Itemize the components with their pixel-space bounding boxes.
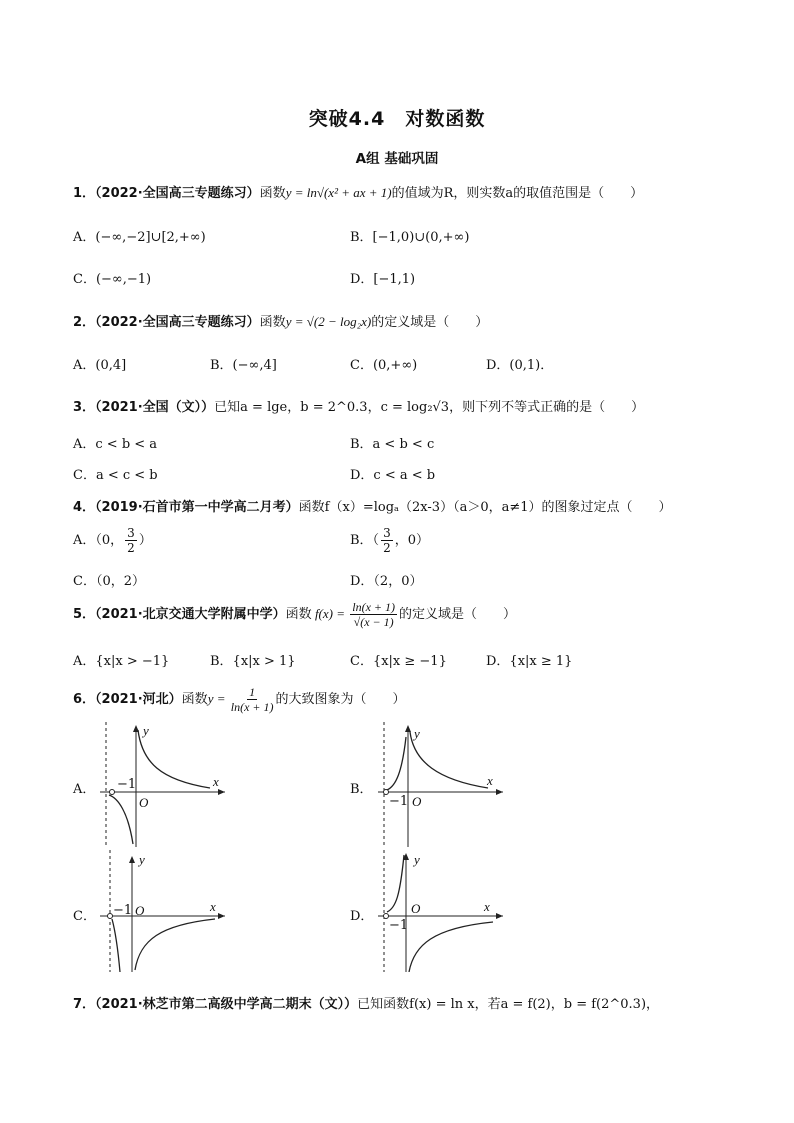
option-d[interactable]: D．（2，0） [350, 574, 423, 589]
formula: $\frac{1}{\ln(x + 1)}$ [230, 685, 274, 714]
option-b[interactable]: B．（ $\frac{3}{2}$ ，0） [350, 526, 429, 555]
question-3: 3．（2021·全国（文））已知a = lge，b = 2^0.3，c = log₂√3，则下列不等式正确的是（ ） [73, 400, 645, 415]
group-heading: A组 基础巩固 [355, 151, 439, 167]
formula: $\frac{\ln(x + 1)}{√(x - 1)}$ [352, 600, 395, 629]
option-b[interactable]: B．{x|x > 1} [210, 654, 296, 669]
axis-y-label: y [139, 852, 145, 867]
graph-option-d[interactable] [378, 850, 513, 972]
formula: y = ln√(x² + ax + 1) [285, 185, 392, 200]
question-source: （2019·石首市第一中学高二月考） [95, 500, 299, 515]
axis-y-label: y [143, 723, 149, 738]
fraction: $\frac{3}{2}$ [383, 526, 391, 555]
origin-label: O [135, 903, 145, 918]
question-1: 1．（2022·全国高三专题练习）函数y = ln√(x² + ax + 1)的值域为R，则实数a的取值范围是（ ） [73, 185, 644, 201]
question-7: 7．（2021·林芝市第二高级中学高二期末（文））已知函数f(x) = ln x，若a = f(2)，b = f(2^0.3)， [73, 997, 660, 1012]
option-c[interactable]: C．{x|x ≥ −1} [350, 654, 447, 669]
option-c[interactable]: C．(0,+∞) [350, 358, 418, 373]
question-2: 2．（2022·全国高三专题练习）函数y = √(2 − log₂x)的定义域是（ ） [73, 314, 489, 330]
option-c[interactable]: C．（0，2） [73, 574, 145, 589]
question-4: 4．（2019·石首市第一中学高二月考）函数f（x）=logₐ（2x-3）（a＞0，a≠1）的图象过定点（ ） [73, 500, 672, 515]
minus-one-label: −1 [389, 918, 409, 933]
minus-one-label: −1 [117, 777, 137, 792]
option-d[interactable]: D．{x|x ≥ 1} [486, 654, 573, 669]
question-source: （2021·北京交通大学附属中学） [95, 607, 286, 622]
origin-label: O [412, 794, 422, 809]
option-d[interactable]: D．c < a < b [350, 468, 436, 483]
origin-label: O [139, 795, 149, 810]
option-c[interactable]: C．a < c < b [73, 468, 158, 483]
question-6: 6．（2021·河北）函数y = $\frac{1}{\ln(x + 1)}$ 的大致图象为（ ） [73, 685, 406, 714]
question-number: 4． [73, 500, 96, 515]
option-d[interactable]: D． [350, 909, 374, 924]
option-b[interactable]: B． [350, 782, 373, 797]
question-source: （2021·全国（文）） [95, 400, 215, 415]
option-d[interactable]: D．[−1,1) [350, 272, 416, 287]
axis-x-label: x [487, 773, 493, 788]
option-a[interactable]: A．{x|x > −1} [73, 654, 170, 669]
option-b[interactable]: B．[−1,0)∪(0,+∞) [350, 230, 470, 245]
question-source: （2021·林芝市第二高级中学高二期末（文）） [95, 997, 358, 1012]
formula: y = √(2 − log₂x) [285, 314, 372, 329]
axis-x-label: x [484, 899, 490, 914]
question-number: 6． [73, 692, 96, 707]
question-5: 5．（2021·北京交通大学附属中学）函数 f(x) = $\frac{\ln(x + 1)}{√(x - 1)}$ 的定义域是（ ） [73, 600, 517, 629]
option-a[interactable]: A．(0,4] [73, 358, 127, 373]
option-b[interactable]: B．(−∞,4] [210, 358, 277, 373]
option-d[interactable]: D．(0,1)． [486, 358, 554, 373]
question-number: 3． [73, 400, 96, 415]
fraction: $\frac{3}{2}$ [127, 526, 135, 555]
question-source: （2022·全国高三专题练习） [95, 186, 260, 201]
question-number: 7． [73, 997, 96, 1012]
question-source: （2021·河北） [95, 692, 182, 707]
option-c[interactable]: C．(−∞,−1) [73, 272, 152, 287]
question-number: 2． [73, 315, 96, 330]
axis-y-label: y [414, 726, 420, 741]
axis-x-label: x [210, 899, 216, 914]
minus-one-label: −1 [389, 794, 409, 809]
axis-x-label: x [213, 774, 219, 789]
minus-one-label: −1 [113, 903, 133, 918]
option-c[interactable]: C． [73, 909, 96, 924]
question-number: 5． [73, 607, 96, 622]
option-a[interactable]: A． [73, 782, 96, 797]
option-a[interactable]: A．c < b < a [73, 437, 158, 452]
page-title: 突破4.4 对数函数 [308, 108, 486, 130]
option-a[interactable]: A．(−∞,−2]∪[2,+∞) [73, 230, 206, 245]
origin-label: O [411, 901, 421, 916]
option-a[interactable]: A．（0， $\frac{3}{2}$ ） [73, 526, 152, 555]
question-source: （2022·全国高三专题练习） [95, 315, 260, 330]
axis-y-label: y [414, 852, 420, 867]
question-number: 1． [73, 186, 96, 201]
option-b[interactable]: B．a < b < c [350, 437, 435, 452]
